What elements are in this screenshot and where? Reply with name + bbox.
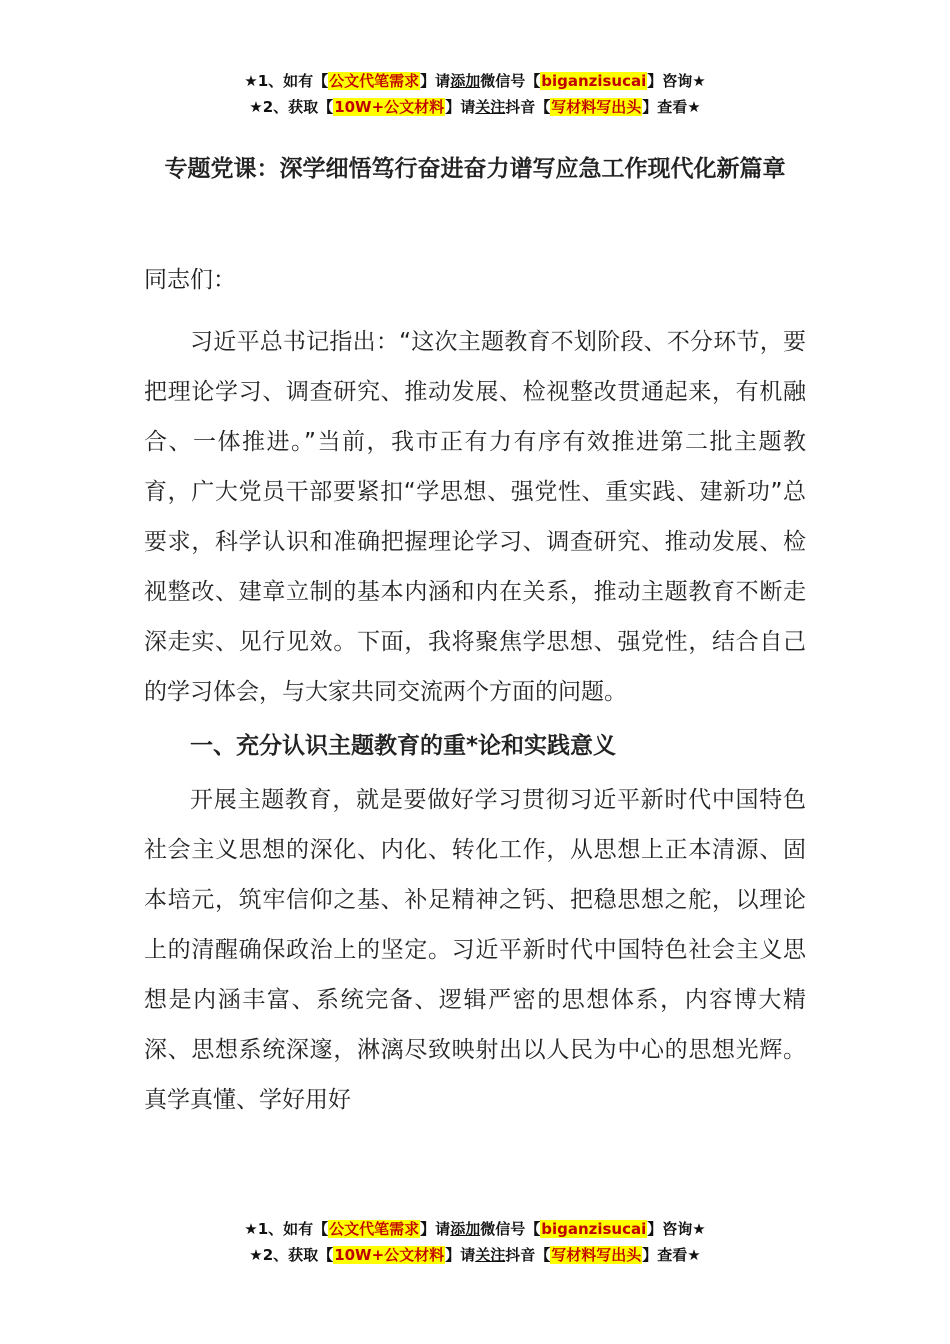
banner-highlight: 10W+公文材料 <box>334 98 445 116</box>
banner-underline: 关注 <box>475 1246 506 1264</box>
banner-text: 】请 <box>420 72 451 90</box>
banner-text: 】咨询★ <box>647 1220 706 1238</box>
banner-line-2 <box>0 94 950 120</box>
banner-text: ★2、获取【 <box>249 98 334 116</box>
banner-text: 】查看★ <box>642 1246 701 1264</box>
banner-underline: 关注 <box>475 98 506 116</box>
banner-highlight: biganzisucai <box>541 72 647 90</box>
section-heading: 一、充分认识主题教育的重*论和实践意义 <box>190 733 617 759</box>
banner-highlight: 写材料写出头 <box>551 98 642 116</box>
banner-text: ★1、如有【 <box>244 72 329 90</box>
banner-line-2 <box>0 1242 950 1268</box>
banner-text: 微信号【 <box>480 72 541 90</box>
banner-underline: 添加 <box>450 72 481 90</box>
header-banner <box>0 68 950 120</box>
banner-text: 微信号【 <box>480 1220 541 1238</box>
footer-banner <box>0 1216 950 1268</box>
banner-highlight: biganzisucai <box>541 1220 647 1238</box>
paragraph: 开展主题教育，就是要做好学习贯彻习近平新时代中国特色社会主义思想的深化、内化、转化工作，从思想上正本清源、固本培元，筑牢信仰之基、补足精神之钙、把稳思想之舵，以理论上的清醒确保政治上的坚定。习近平新时代中国特色社会主义思想是内涵丰富、系统完备、逻辑严密的思想体系，内容博大精深、思想系统深邃，淋漓尽致映射出以人民为中心的思想光辉。真学真懂、学好用好 <box>144 787 806 1113</box>
banner-text: 抖音【 <box>505 98 551 116</box>
banner-text: ★2、获取【 <box>249 1246 334 1264</box>
banner-highlight: 公文代笔需求 <box>329 1220 420 1238</box>
banner-text: 】请 <box>445 98 476 116</box>
banner-underline: 添加 <box>450 1220 481 1238</box>
banner-text: 】请 <box>445 1246 476 1264</box>
document-title: 专题党课：深学细悟笃行奋进奋力谱写应急工作现代化新篇章 <box>164 156 786 182</box>
banner-text: ★1、如有【 <box>244 1220 329 1238</box>
banner-highlight: 写材料写出头 <box>551 1246 642 1264</box>
banner-line-1 <box>0 68 950 94</box>
paragraph: 习近平总书记指出：“这次主题教育不划阶段、不分环节，要把理论学习、调查研究、推动发展、检视整改贯通起来，有机融合、一体推进。”当前，我市正有力有序有效推进第二批主题教育，广大党员干部要紧扣“学思想、强党性、重实践、建新功”总要求，科学认识和准确把握理论学习、调查研究、推动发展、检视整改、建章立制的基本内涵和内在关系，推动主题教育不断走深走实、见行见效。下面，我将聚焦学思想、强党性，结合自己的学习体会，与大家共同交流两个方面的问题。 <box>144 329 806 705</box>
document-body <box>144 255 806 1125</box>
banner-highlight: 10W+公文材料 <box>334 1246 445 1264</box>
banner-text: 】咨询★ <box>647 72 706 90</box>
banner-highlight: 公文代笔需求 <box>329 72 420 90</box>
banner-text: 】请 <box>420 1220 451 1238</box>
banner-line-1 <box>0 1216 950 1242</box>
banner-text: 】查看★ <box>642 98 701 116</box>
banner-text: 抖音【 <box>505 1246 551 1264</box>
salutation: 同志们： <box>144 267 236 293</box>
